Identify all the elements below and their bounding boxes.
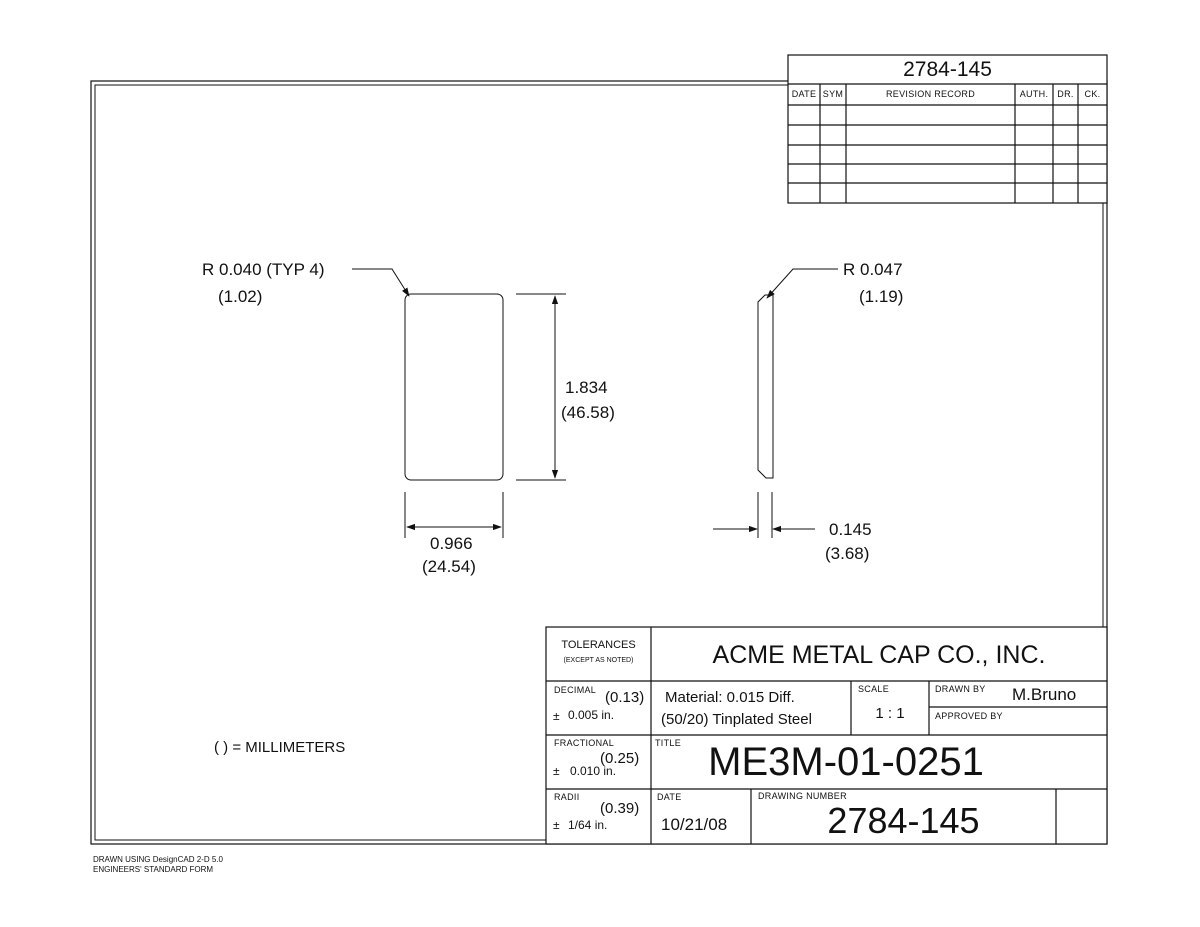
footer-line2: ENGINEERS' STANDARD FORM <box>93 865 214 874</box>
material-line2: (50/20) Tinplated Steel <box>661 711 812 728</box>
radii-value: 1/64 in. <box>568 818 608 832</box>
decimal-mm: (0.13) <box>605 689 645 706</box>
footer-line1: DRAWN USING DesignCAD 2-D 5.0 <box>93 855 223 864</box>
radii-label: RADII <box>554 792 580 802</box>
revision-header-date: DATE <box>791 89 817 99</box>
revision-header-ck: CK. <box>1084 89 1101 99</box>
decimal-value: 0.005 in. <box>568 708 615 722</box>
right-radius-mm: (1.19) <box>859 287 904 306</box>
height-mm: (46.58) <box>561 403 615 422</box>
date-value: 10/21/08 <box>661 815 728 834</box>
height-value: 1.834 <box>565 378 608 397</box>
thickness-mm: (3.68) <box>825 544 870 563</box>
approved-by-label: APPROVED BY <box>935 711 1003 721</box>
drawing-number-label: DRAWING NUMBER <box>758 791 847 801</box>
date-label: DATE <box>657 792 682 802</box>
material-line1: Material: 0.015 Diff. <box>665 689 795 706</box>
right-radius-callout: R 0.047 <box>843 260 903 279</box>
title-label: TITLE <box>655 738 682 748</box>
tolerances-label: TOLERANCES <box>561 639 636 651</box>
part-front-view <box>405 294 503 480</box>
fractional-value: 0.010 in. <box>570 764 617 778</box>
scale-label: SCALE <box>858 684 890 694</box>
width-value: 0.966 <box>430 534 473 553</box>
fractional-mm: (0.25) <box>600 750 640 767</box>
thickness-value: 0.145 <box>829 520 872 539</box>
drawing-number-top: 2784-145 <box>903 58 992 81</box>
drawn-by-label: DRAWN BY <box>935 684 986 694</box>
thickness-dimension-lines <box>713 492 815 538</box>
decimal-sign: ± <box>553 709 560 723</box>
width-dimension-lines <box>405 492 503 538</box>
revision-header-record: REVISION RECORD <box>885 89 975 99</box>
tolerances-sub: (EXCEPT AS NOTED) <box>563 657 634 664</box>
units-note: ( ) = MILLIMETERS <box>214 739 346 756</box>
left-radius-callout: R 0.040 (TYP 4) <box>202 260 325 279</box>
revision-header-sym: SYM <box>822 89 844 99</box>
radii-mm: (0.39) <box>600 800 640 817</box>
drawn-by-value: M.Bruno <box>1012 685 1077 704</box>
fractional-label: FRACTIONAL <box>554 738 615 748</box>
revision-header-dr: DR. <box>1057 89 1074 99</box>
decimal-label: DECIMAL <box>554 685 597 695</box>
drawing-number-value: 2784-145 <box>827 800 980 841</box>
radii-sign: ± <box>553 818 560 832</box>
company-name: ACME METAL CAP CO., INC. <box>712 641 1046 669</box>
revision-header-auth: AUTH. <box>1019 89 1049 99</box>
scale-value: 1 : 1 <box>875 705 905 722</box>
title-value: ME3M-01-0251 <box>708 740 984 784</box>
height-dimension-lines <box>516 294 566 480</box>
part-side-view <box>758 295 773 478</box>
width-mm: (24.54) <box>422 557 476 576</box>
left-radius-mm: (1.02) <box>218 287 263 306</box>
fractional-sign: ± <box>553 764 560 778</box>
